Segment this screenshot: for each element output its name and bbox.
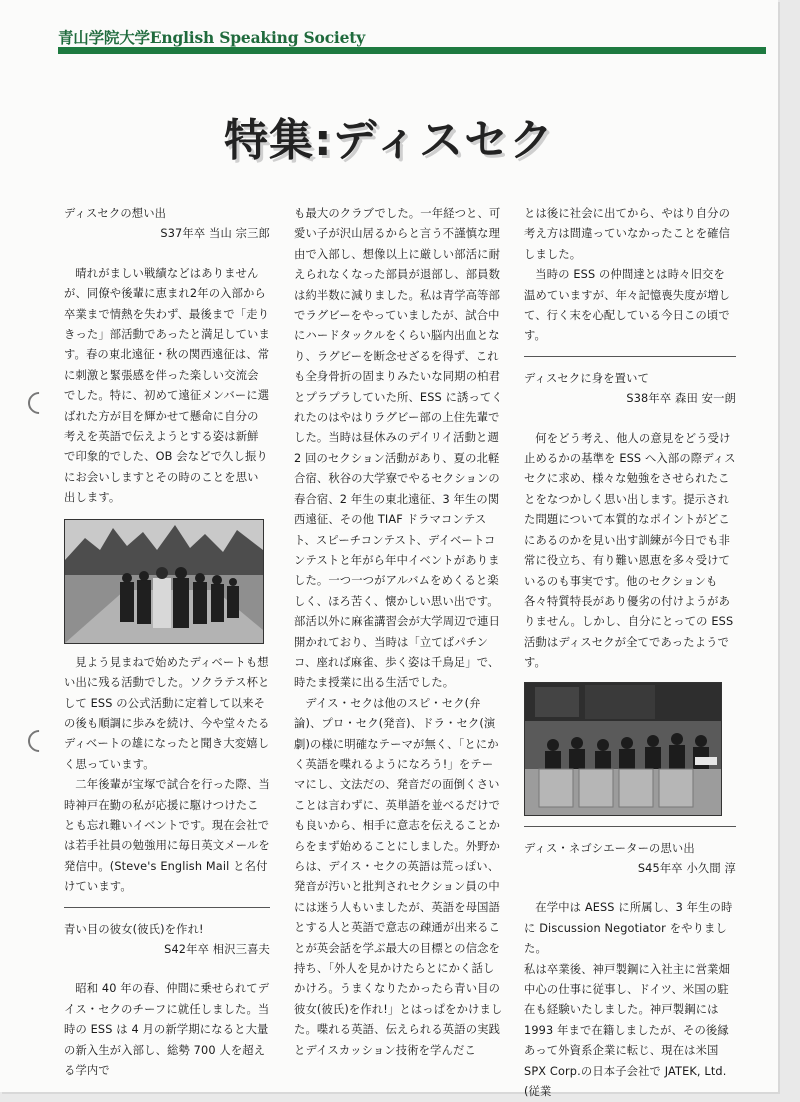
feature-title: 特集:ディスセク xyxy=(223,115,555,166)
article-byline: S38年卒 森田 安一朗 xyxy=(626,392,736,406)
article-paragraph: とは後に社会に出てから、やはり自分の考え方は間違っていなかったことを確信しました。 xyxy=(524,207,731,261)
article-paragraph: 私は卒業後、神戸製鋼に入社主に営業畑中心の仕事に従事し、ドイツ、米国の駐在も経験いたしました。神戸製鋼には 1993 年まで在籍しましたが、その後縁あって外資系企業に転じ、現在は米国 SPX Corp.の日本子会社で JATEK, Ltd.(従業 xyxy=(524,962,731,1098)
meeting-photo-illustration xyxy=(525,683,721,815)
article-paragraph: 見よう見まねで始めたディベートも想い出に残る活動でした。ソクラテス杯として ESS の公式活動に定着して以来その後も順調に歩みを続け、今や堂々たるディベートの雄になったと聞き大変嬉しく思っています。 xyxy=(64,655,270,771)
article-title: ディス・ネゴシエーターの思い出 xyxy=(524,841,695,855)
article-paragraph: 在学中は AESS に所属し、3 年生の時に Discussion Negotiator をやりました。 xyxy=(524,901,733,956)
article-title: ディスセクに身を置いて xyxy=(524,371,650,385)
binder-hole-mark xyxy=(23,387,54,418)
article-paragraph: 当時の ESS の仲間達とは時々旧交を温めていますが、年々記憶喪失度が増して、行く末を心配している今日この頃です。 xyxy=(524,268,731,343)
article-paragraph: デイス・セクは他のスピ・セク(弁論)、プロ・セク(発音)、ドラ・セク(演劇)の様に明確なテーマが無く、「とにかく英語を喋れるようになろう!」をテーマにし、文法だの、発音だの面倒くさいことは言わずに、英単語を並べるだけでも良いから、相手に意志を伝えることからをまず始めることにしました。外野からは、デイス・セクの英語は荒っぽい、発音が汚いと批判されセクション員の中には迷う人もいましたが、英語を母国語とする人と英語で意志の疎通が出来ることが英会話を学ぶ最大の目標との信念を持ち、「外人を見かけたらとにかく話しかけろ。うまくなりたかったら青い目の彼女(彼氏)を作れ!」とはっぱをかけました。喋れる英語、伝えられる英語の実践とデイスカッション技術を学んだこ xyxy=(294,696,503,1057)
article-paragraph: 何をどう考え、他人の意見をどう受け止めるかの基準を ESS へ入部の際ディスセクに求め、様々な勉強をさせられたことをなつかしく思い出します。提示された問題について本質的なポイントがどこにあるのかを見い出す訓練が今日でも非常に役立ち、有り難い恩恵を多々受けているのも事実です。他のセクションも各々特質特長があり優劣の付けようがありません。しかし、自分にとっての ESS 活動はディスセクが全てであったようです。 xyxy=(524,431,736,670)
article-title: 青い目の彼女(彼氏)を作れ! xyxy=(64,922,204,936)
group-photo xyxy=(64,519,264,644)
article-byline: S42年卒 相沢三喜夫 xyxy=(164,942,270,956)
article-paragraph: 晴れがましい戦績などはありませんが、同僚や後輩に恵まれ2年の入部から卒業まで情熱を失わず、最後まで「走りきった」部活動であったと満足しています。春の東北遠征・秋の関西遠征は、常に刺激と緊張感を伴った楽しい交流会でした。特に、初めて遠征メンバーに選ばれた方が目を輝かせて懸命に自分の考えを英語で伝えようとする姿は新鮮で印象的でした、OB 会などで久し振りにお会いしますとその時のことを思い出します。 xyxy=(64,266,270,505)
binder-hole-mark xyxy=(23,725,54,756)
meeting-photo xyxy=(524,682,722,816)
article-paragraph: も最大のクラブでした。一年経つと、可愛い子が沢山居るからと言う不謹慎な理由で入部し、想像以上に厳しい部活に耐えられなくなった部員が退部し、部員数は約半数に減りました。私は青学高等部でラグビーをやっていましたが、試合中にハードタックルをくらい脳内出血となり、ラグビーを断念せざるを得ず、これも全身骨折の固まりみたいな同期の柏君とプラプラしていた所、ESS に誘ってくれたのはやはりラグビー部の上住先輩でした。当時は昼休みのデイリイ活動と週 2 回のセクション活動があり、夏の北軽合宿、秋谷の大学寮でやるセクションの春合宿、2 年生の東北遠征、3 年生の関西遠征、その他 TIAF ドラマコンテスト、スピーチコンテスト、デイベートコンテストと年がら年中イベントがありました。一つ一つがアルバムをめくると楽しく、ほろ苦く、懐かしい思い出です。部活以外に麻雀講習会が大学周辺で連日開かれており、当時は「立てばパチンコ、座れば麻雀、歩く姿は千鳥足」で、時たま授業に出る生活でした。 xyxy=(294,207,503,690)
column-2 xyxy=(294,204,504,1061)
column-1 xyxy=(64,204,270,1081)
article-divider xyxy=(64,907,270,908)
article-title: ディスセクの想い出 xyxy=(64,207,167,220)
article-paragraph: 昭和 40 年の春、仲間に乗せられてデイス・セクのチーフに就任しました。当時の ESS は 4 月の新学期になると大量の新入生が入部し、総勢 700 人を超える学内で xyxy=(64,982,270,1077)
article-divider xyxy=(524,356,736,357)
article-byline: S45年卒 小久間 淳 xyxy=(637,861,736,875)
article-divider xyxy=(524,826,736,827)
group-photo-illustration xyxy=(65,520,263,643)
article-byline: S37年卒 当山 宗三郎 xyxy=(160,227,270,241)
article-paragraph: 二年後輩が宝塚で試合を行った際、当時神戸在勤の私が応援に駆けつけたことも忘れ難いイベントです。現在会社では若手社員の勉強用に毎日英文メールを発信中。(Steve's English Mail と名付けています。 xyxy=(64,778,270,894)
header-rule xyxy=(58,47,766,54)
column-3 xyxy=(524,204,736,1102)
running-header: 青山学院大学English Speaking Society xyxy=(58,28,366,47)
